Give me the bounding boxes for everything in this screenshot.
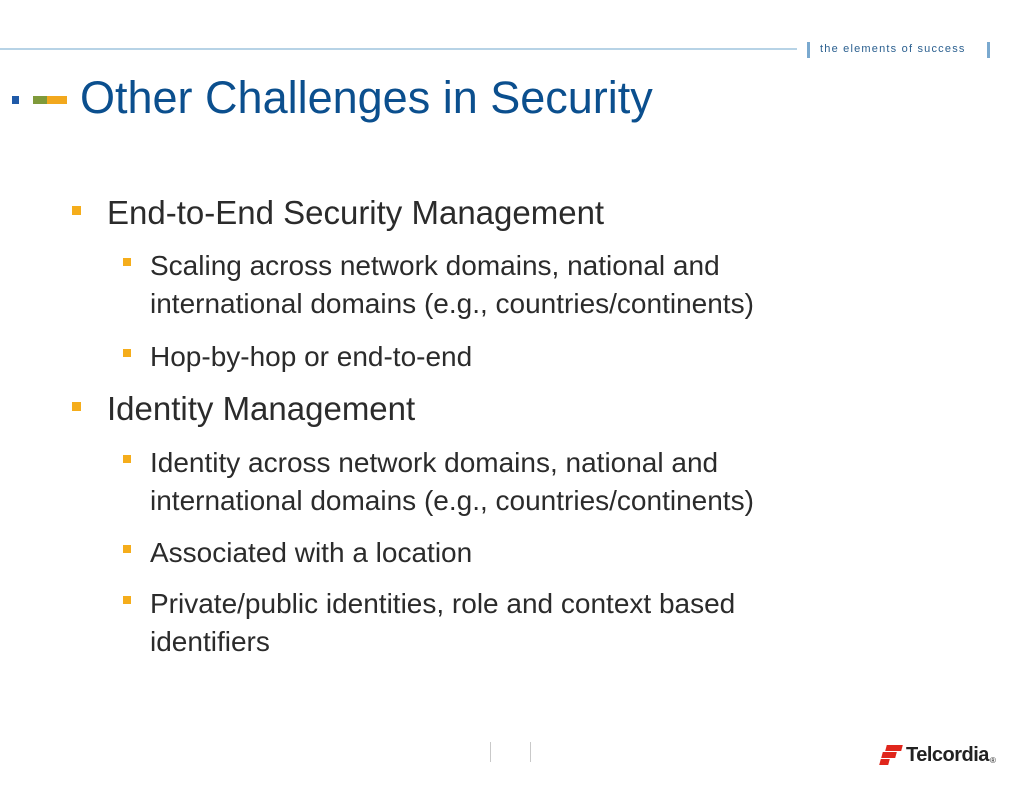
bullet-square-icon [72,402,81,411]
bullet-text: Private/public identities, role and context based identifiers [150,588,736,657]
bullet-text: Hop-by-hop or end-to-end [150,341,473,372]
bullet-text: Scaling across network domains, national and international domains (e.g., countries/continents) [150,250,754,319]
registered-mark: ® [989,755,996,765]
bullet-text: Identity Management [107,390,416,427]
slide-title: Other Challenges in Security [80,72,653,123]
bullet-square-icon [123,545,131,553]
title-decoration [12,96,72,106]
bullet-level2 [123,534,472,572]
logo-wordmark: Telcordia [906,743,989,766]
tagline-left-bar [807,42,810,58]
footer-divider [530,742,531,762]
decoration-blue-mark [12,96,19,104]
bullet-square-icon [123,455,131,463]
bullet-level1 [72,390,415,428]
bullet-level1 [72,194,604,232]
bullet-text: End-to-End Security Management [107,194,605,231]
telcordia-flag-icon [878,743,904,767]
bullet-square-icon [72,206,81,215]
bullet-square-icon [123,258,131,266]
bullet-square-icon [123,349,131,357]
bullet-level2 [123,444,754,520]
bullet-square-icon [123,596,131,604]
bullet-text: Associated with a location [150,537,473,568]
telcordia-logo [878,740,996,770]
bullet-level2 [123,338,472,376]
header-tagline: the elements of success [820,43,966,55]
header-rule [0,48,797,50]
bullet-level2 [123,585,735,661]
bullet-level2 [123,247,754,323]
decoration-green-mark [33,96,47,104]
tagline-right-bar [987,42,990,58]
decoration-orange-mark [47,96,67,104]
bullet-text: Identity across network domains, national and international domains (e.g., countries/continents) [150,447,754,516]
footer-divider [490,742,491,762]
